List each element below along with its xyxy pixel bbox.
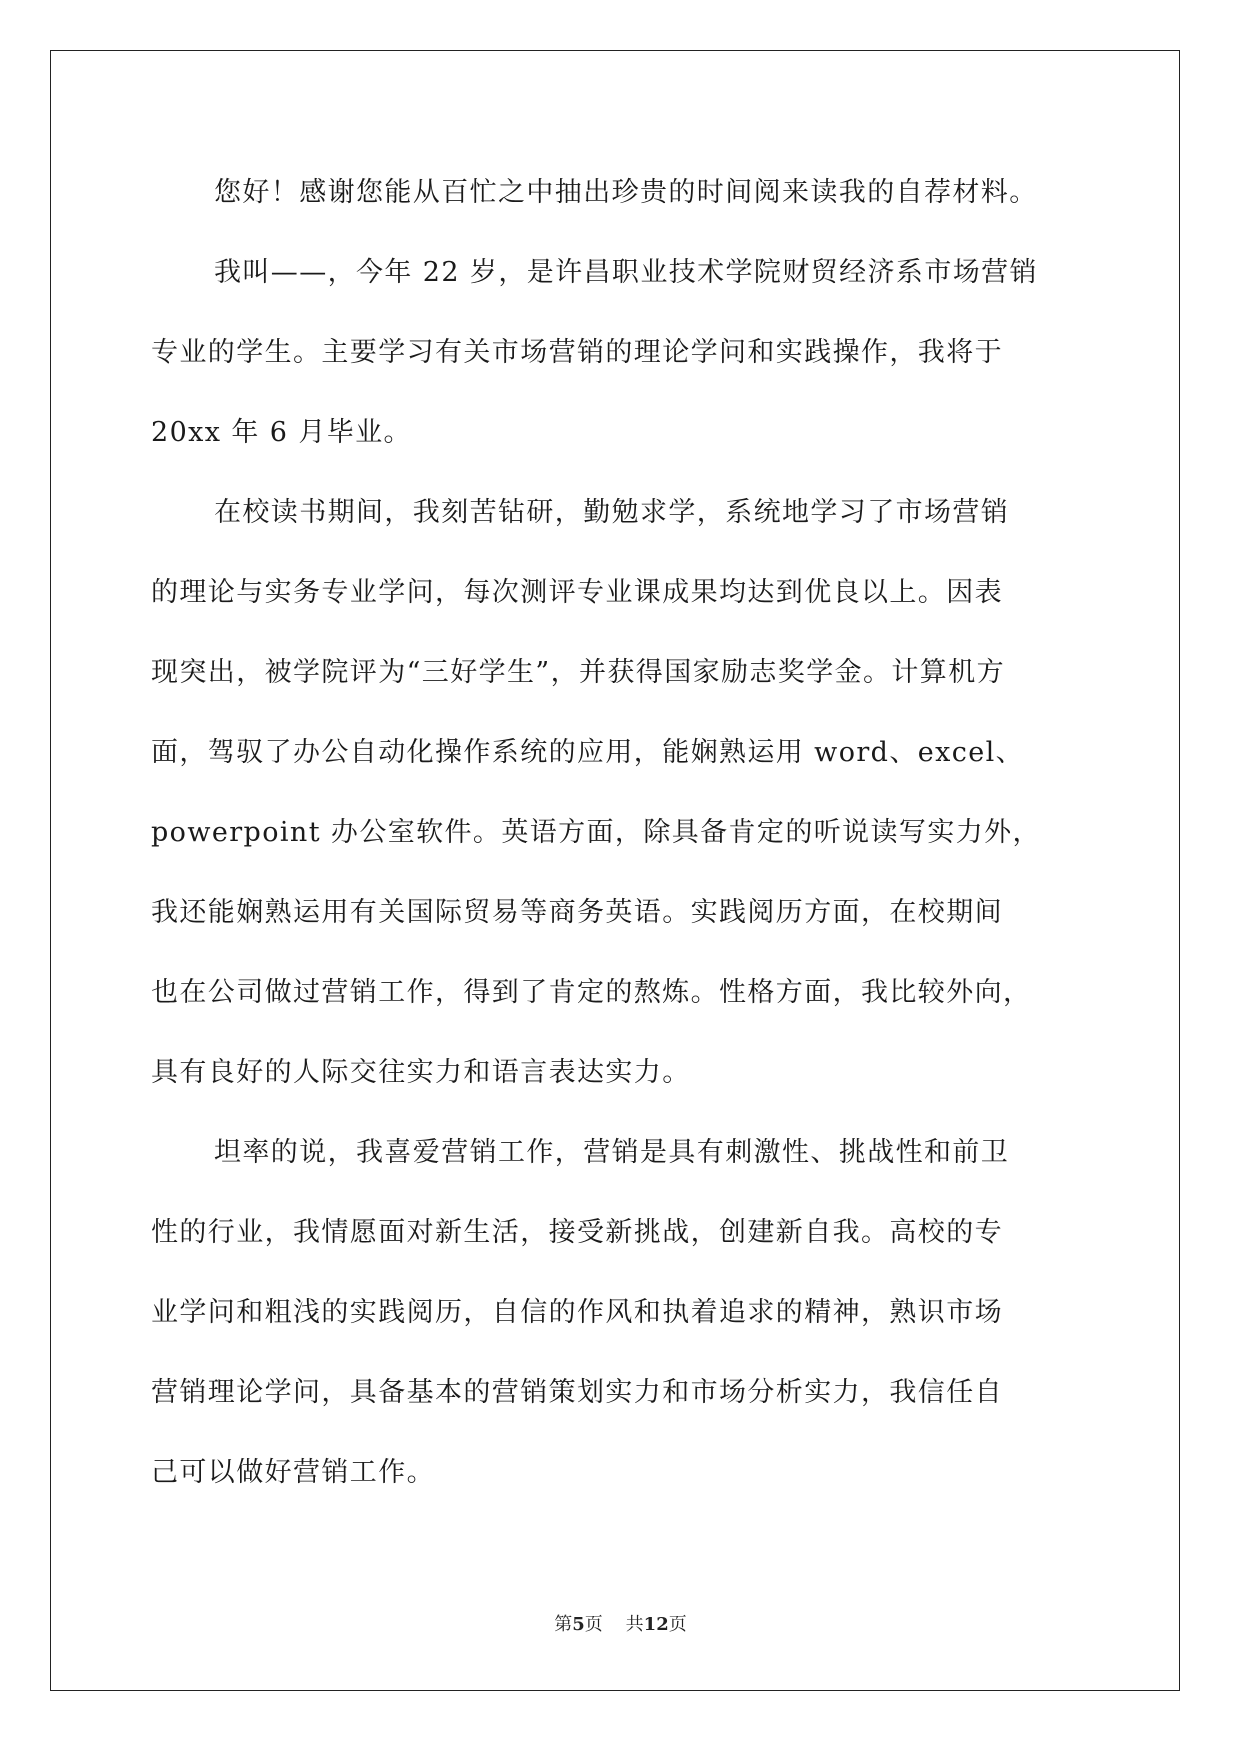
- page-number: 5: [572, 1614, 585, 1635]
- paragraph-line: 20xx 年 6 月毕业。: [151, 417, 412, 448]
- paragraph-line: 业学问和粗浅的实践阅历，自信的作风和执着追求的精神，熟识市场: [151, 1297, 1003, 1328]
- paragraph-line: 您好！感谢您能从百忙之中抽出珍贵的时间阅来读我的自荐材料。: [214, 177, 1038, 208]
- total-pages: 12: [643, 1614, 669, 1635]
- paragraph-line: 具有良好的人际交往实力和语言表达实力。: [151, 1057, 691, 1088]
- paragraph-line: 面，驾驭了办公自动化操作系统的应用，能娴熟运用 word、excel、: [151, 737, 1025, 768]
- page-suffix: 页: [584, 1614, 603, 1635]
- paragraph-line: 营销理论学问，具备基本的营销策划实力和市场分析实力，我信任自: [151, 1377, 1003, 1408]
- paragraph-line: 在校读书期间，我刻苦钻研，勤勉求学，系统地学习了市场营销: [214, 497, 1010, 528]
- paragraph-line: 己可以做好营销工作。: [151, 1457, 435, 1488]
- paragraph-line: 的理论与实务专业学问，每次测评专业课成果均达到优良以上。因表: [151, 577, 1003, 608]
- paragraph-line: 现突出，被学院评为“三好学生”，并获得国家励志奖学金。计算机方: [151, 657, 1006, 688]
- paragraph-line: 也在公司做过营销工作，得到了肯定的熬炼。性格方面，我比较外向，: [151, 977, 1032, 1008]
- page-prefix: 第: [554, 1614, 573, 1635]
- paragraph-line: 性的行业，我情愿面对新生活，接受新挑战，创建新自我。高校的专: [151, 1217, 1003, 1248]
- paragraph-line: 我叫——，今年 22 岁，是许昌职业技术学院财贸经济系市场营销: [214, 257, 1038, 288]
- page-frame: [50, 50, 1180, 1691]
- page-footer: [0, 1613, 1241, 1637]
- paragraph-line: 坦率的说，我喜爱营销工作，营销是具有刺激性、挑战性和前卫: [214, 1137, 1010, 1168]
- total-suffix: 页: [668, 1614, 687, 1635]
- total-prefix: 共: [625, 1614, 644, 1635]
- paragraph-line: 专业的学生。主要学习有关市场营销的理论学问和实践操作，我将于: [151, 337, 1003, 368]
- paragraph-line: 我还能娴熟运用有关国际贸易等商务英语。实践阅历方面，在校期间: [151, 897, 1003, 928]
- paragraph-line: powerpoint 办公室软件。英语方面，除具备肯定的听说读写实力外，: [151, 817, 1041, 848]
